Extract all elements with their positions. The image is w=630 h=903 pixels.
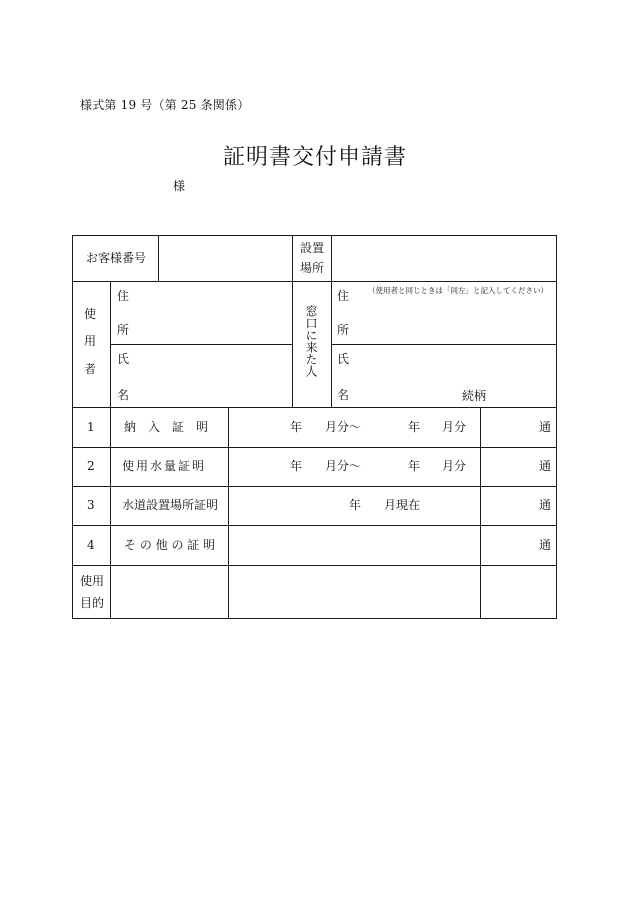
period-year-start: 年 — [290, 459, 303, 473]
window-address-label-line1: 住 — [337, 289, 350, 303]
certificate-label: 水道設置場所証明 — [122, 498, 219, 512]
table-rule — [72, 486, 557, 487]
table-rule — [480, 407, 481, 619]
table-rule — [158, 235, 159, 281]
period-month-end: 月分 — [442, 459, 467, 473]
period-month-start: 月分～ — [325, 459, 362, 473]
table-rule — [331, 235, 332, 407]
copies-unit: 通 — [539, 459, 552, 473]
relationship-label: 続柄 — [462, 389, 487, 403]
purpose-label-line1: 使用 — [80, 574, 105, 588]
table-border-right — [556, 235, 557, 619]
as-of-year: 年 — [349, 498, 362, 512]
table-rule — [110, 344, 292, 345]
table-rule — [72, 447, 557, 448]
user-label-char: 用 — [84, 334, 97, 348]
period-year-start: 年 — [290, 420, 303, 434]
table-rule — [72, 525, 557, 526]
user-address-label-line1: 住 — [117, 289, 130, 303]
copies-unit: 通 — [539, 538, 552, 552]
certificate-label: そ の 他 の 証 明 — [124, 538, 216, 552]
table-border-left — [72, 235, 73, 619]
table-rule — [72, 407, 557, 408]
table-rule — [292, 235, 293, 407]
window-address-label-line2: 所 — [337, 323, 350, 337]
installation-label-line2: 場所 — [300, 261, 325, 275]
period-year-end: 年 — [408, 459, 421, 473]
copies-unit: 通 — [539, 420, 552, 434]
page-title: 証明書交付申請書 — [222, 145, 407, 170]
certificate-label: 納 入 証 明 — [124, 420, 209, 434]
certificate-label: 使用水量証明 — [122, 459, 207, 473]
window-address-note: （使用者と同じときは「同左」と記入してください） — [368, 286, 548, 295]
user-label-char: 使 — [84, 307, 97, 321]
window-person-label: 窓口に来た人 — [304, 305, 318, 377]
window-name-label-line2: 名 — [337, 388, 350, 402]
certificate-number: 3 — [87, 498, 95, 512]
addressee-suffix: 様 — [173, 179, 186, 193]
period-month-start: 月分～ — [325, 420, 362, 434]
form-number: 様式第 19 号（第 25 条関係） — [80, 98, 250, 112]
period-year-end: 年 — [408, 420, 421, 434]
certificate-number: 4 — [87, 538, 95, 552]
window-name-label-line1: 氏 — [337, 352, 350, 366]
customer-number-label: お客様番号 — [86, 251, 147, 265]
table-border-top — [72, 235, 557, 236]
user-name-label-line2: 名 — [117, 388, 130, 402]
table-rule — [331, 344, 557, 345]
table-rule — [228, 407, 229, 619]
certificate-number: 2 — [87, 459, 95, 473]
user-address-label-line2: 所 — [117, 323, 130, 337]
as-of-month: 月現在 — [384, 498, 421, 512]
copies-unit: 通 — [539, 498, 552, 512]
table-rule — [72, 281, 557, 282]
installation-label-line1: 設置 — [300, 241, 325, 255]
certificate-number: 1 — [87, 420, 95, 434]
table-rule — [72, 565, 557, 566]
table-border-bottom — [72, 618, 557, 619]
table-rule — [110, 281, 111, 619]
period-month-end: 月分 — [442, 420, 467, 434]
user-name-label-line1: 氏 — [117, 352, 130, 366]
purpose-label-line2: 目的 — [80, 596, 105, 610]
user-label-char: 者 — [84, 362, 97, 376]
